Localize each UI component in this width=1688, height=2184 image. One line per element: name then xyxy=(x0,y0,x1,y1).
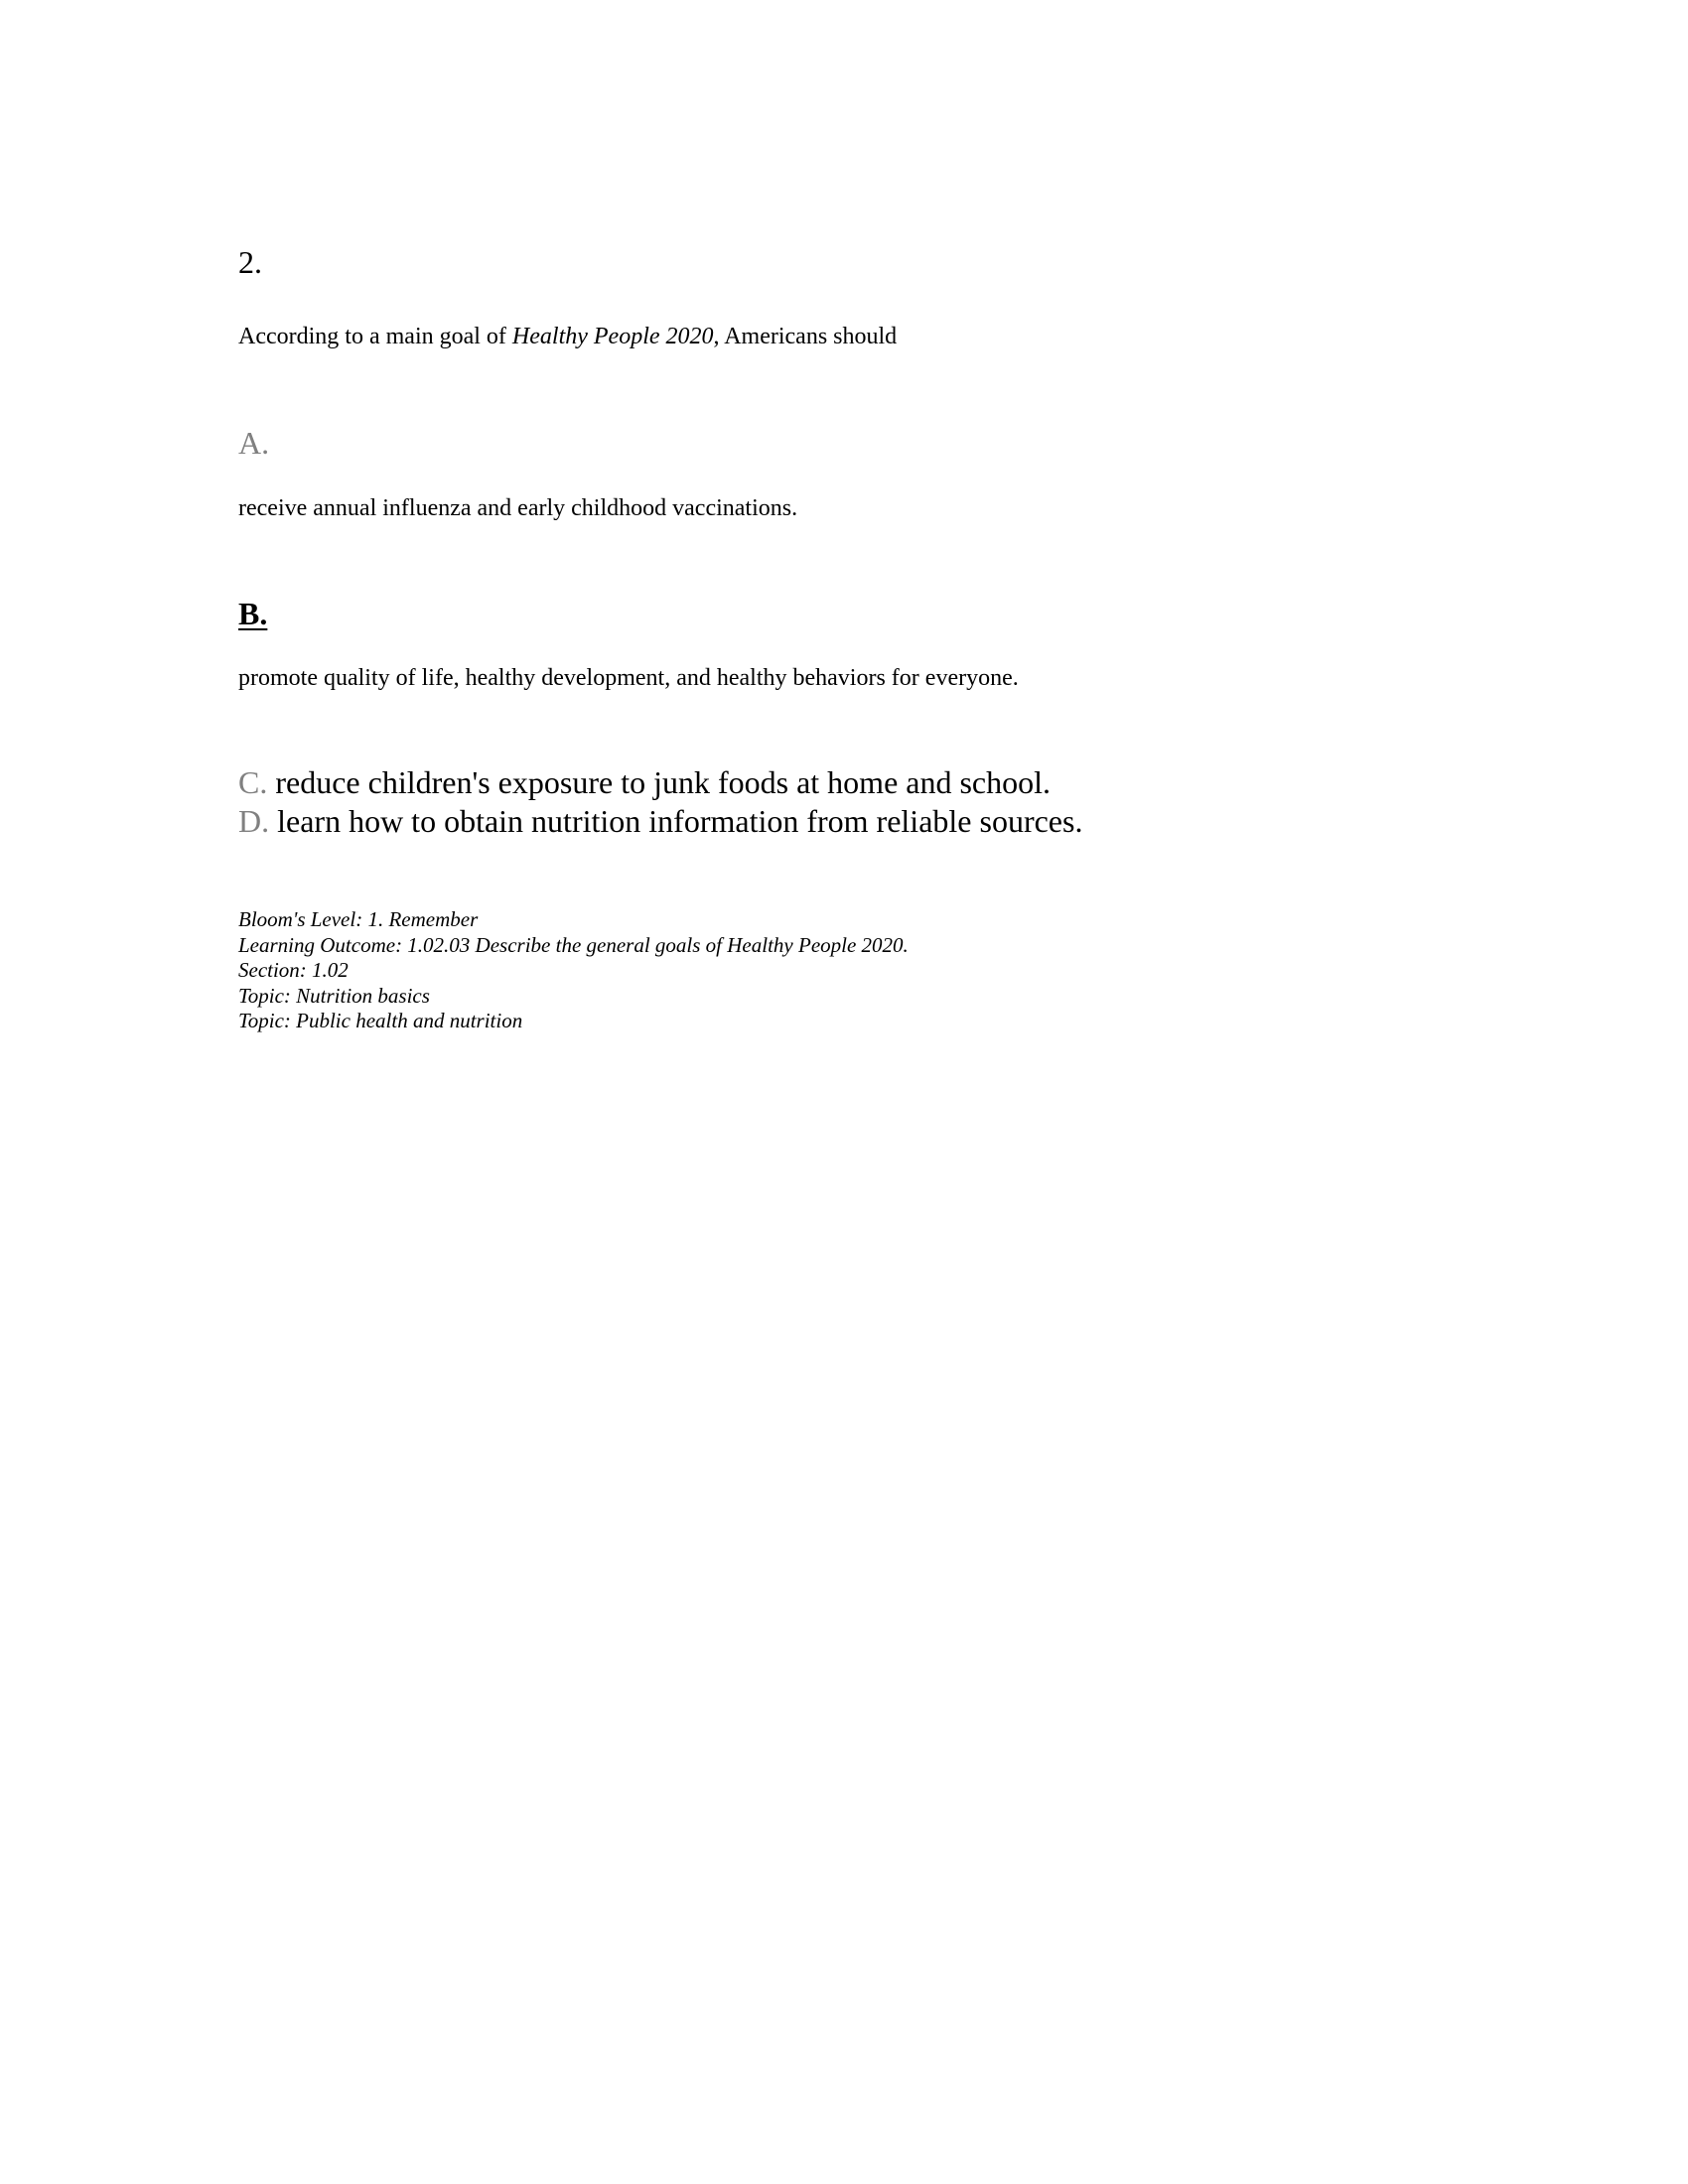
option-d-text: learn how to obtain nutrition information from reliable sources. xyxy=(277,803,1083,839)
question-stem-italic: Healthy People 2020 xyxy=(511,324,714,349)
question-stem-suffix: , Americans should xyxy=(713,324,898,349)
question-stem-prefix: According to a main goal of xyxy=(238,324,512,349)
question-number: 2. xyxy=(238,244,262,280)
metadata-section: Section: 1.02 xyxy=(238,958,349,982)
option-a-text: receive annual influenza and early childhood vaccinations. xyxy=(238,495,798,521)
metadata-topic: Topic: Nutrition basics xyxy=(238,983,430,1008)
question-stem xyxy=(238,325,897,348)
metadata-topic: Topic: Public health and nutrition xyxy=(238,1009,523,1032)
option-d xyxy=(238,805,1082,837)
option-c-text: reduce children's exposure to junk foods at home and school. xyxy=(275,764,1052,800)
metadata-blooms-level: Bloom's Level: 1. Remember xyxy=(238,907,479,931)
option-d-letter: D. xyxy=(238,803,270,839)
option-b-text: promote quality of life, healthy development, and healthy behaviors for everyone. xyxy=(238,665,1019,691)
option-a-letter: A. xyxy=(238,425,270,461)
option-b-letter-correct: B. xyxy=(238,596,268,631)
option-c-letter: C. xyxy=(238,764,268,800)
option-c xyxy=(238,766,1051,798)
question-metadata xyxy=(238,907,909,1034)
metadata-learning-outcome: Learning Outcome: 1.02.03 Describe the general goals of Healthy People 2020. xyxy=(238,932,909,957)
